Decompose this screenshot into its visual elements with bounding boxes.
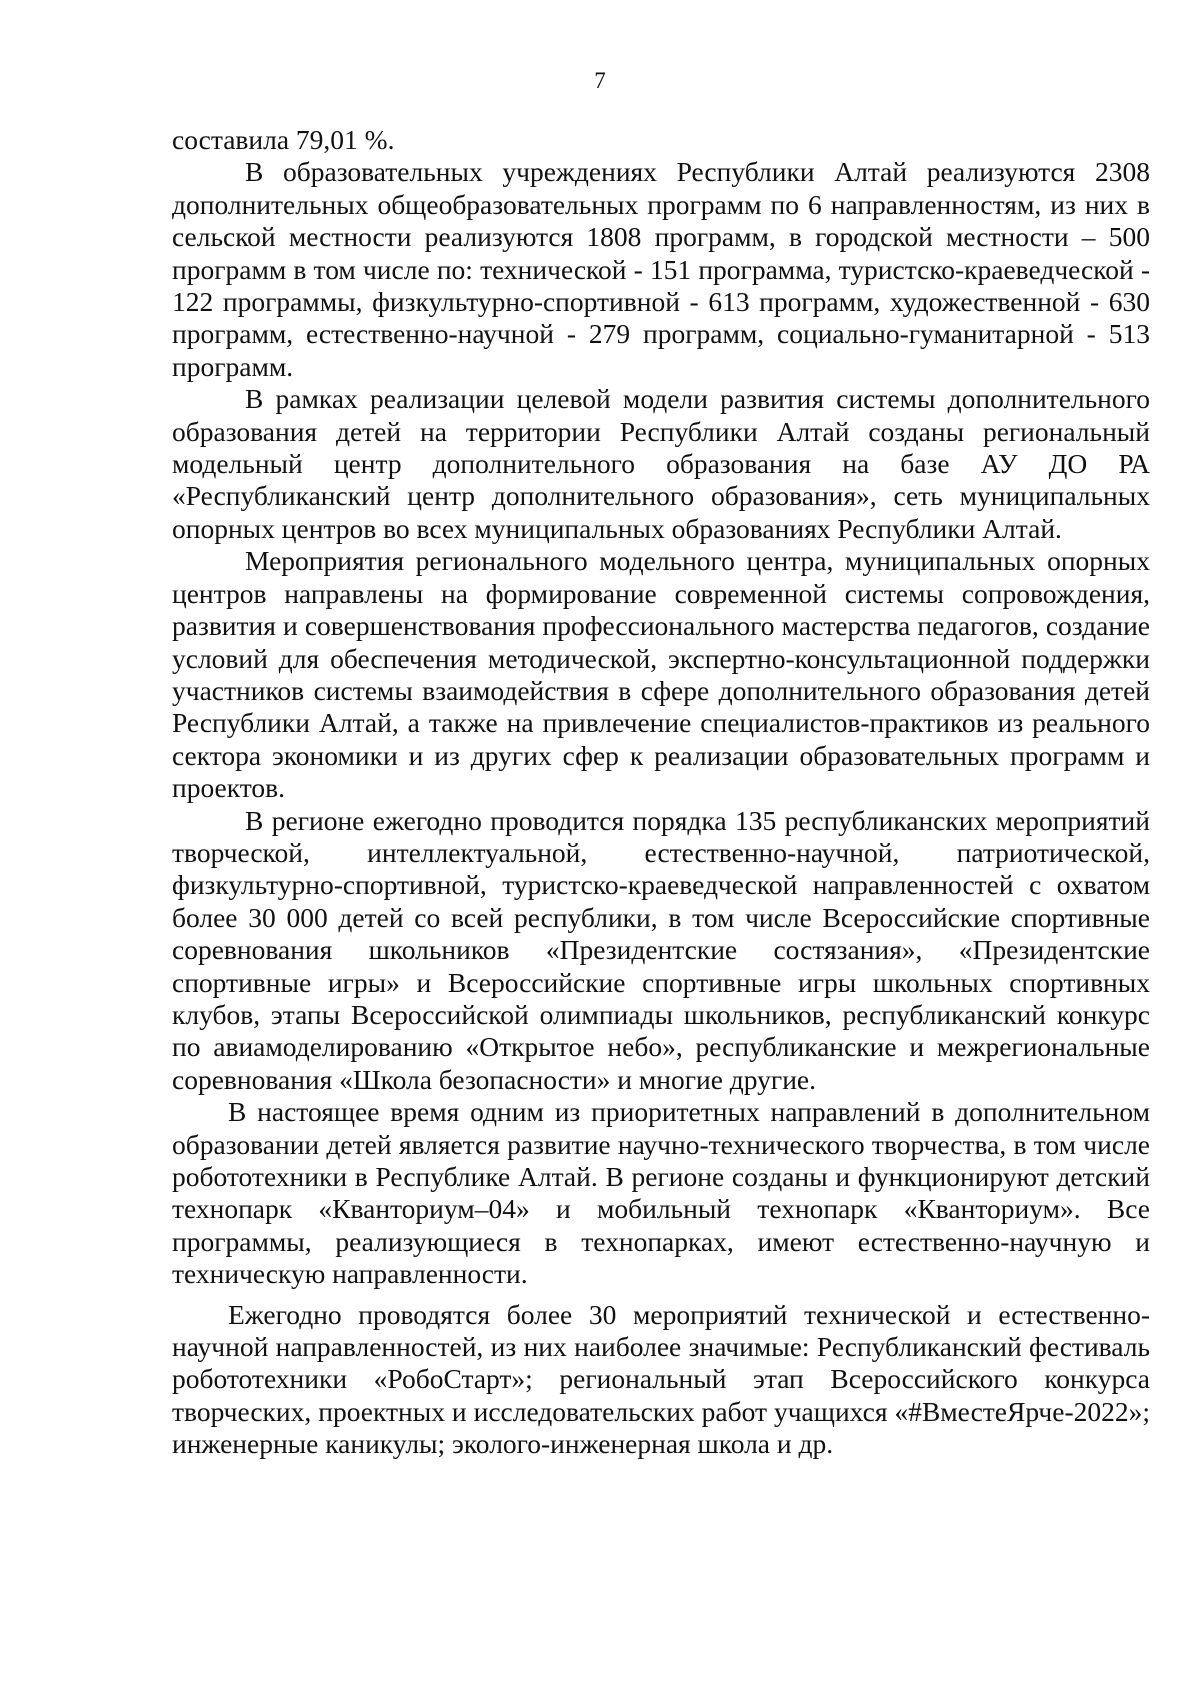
document-body (172, 124, 1150, 1461)
paragraph: Мероприятия регионального модельного центра, муниципальных опорных центров направлены на формирование современной системы сопровождения, развития и совершенствования профессионального мастерства педагогов, создание условий для обеспечения методической, экспертно-консультационной поддержки участников системы взаимодействия в сфере дополнительного образования детей Республики Алтай, а также на привлечение специалистов-практиков из реального сектора экономики и из других сфер к реализации образовательных программ и проектов. (172, 545, 1150, 804)
page-number: 7 (594, 68, 606, 93)
paragraph: составила 79,01 %. (172, 124, 395, 155)
paragraph: В настоящее время одним из приоритетных направлений в дополнительном образовании детей является развитие научно-технического творчества, в том числе робототехники в Республике Алтай. В регионе созданы и функционируют детский технопарк «Кванториум–04» и мобильный технопарк «Кванториум». Все программы, реализующиеся в технопарках, имеют естественно-научную и техническую направленности. (172, 1096, 1150, 1290)
paragraph: В рамках реализации целевой модели развития системы дополнительного образования детей на территории Республики Алтай созданы региональный модельный центр дополнительного образования на базе АУ ДО РА «Республиканский центр дополнительного образования», сеть муниципальных опорных центров во всех муниципальных образованиях Республики Алтай. (172, 383, 1150, 544)
paragraph: В регионе ежегодно проводится порядка 135 республиканских мероприятий творческой, интеллектуальной, естественно-научной, патриотической, физкультурно-спортивной, туристско-краеведческой направленностей с охватом более 30 000 детей со всей республики, в том числе Всероссийские спортивные соревнования школьников «Президентские состязания», «Президентские спортивные игры» и Всероссийские спортивные игры школьных спортивных клубов, этапы Всероссийской олимпиады школьников, республиканский конкурс по авиамоделированию «Открытое небо», республиканские и межрегиональные соревнования «Школа безопасности» и многие другие. (172, 804, 1150, 1095)
paragraph: В образовательных учреждениях Республики Алтай реализуются 2308 дополнительных общеобразовательных программ по 6 направленностям, из них в сельской местности реализуются 1808 программ, в городской местности – 500 программ в том числе по: технической - 151 программа, туристско-краеведческой - 122 программы, физкультурно-спортивной - 613 программ, художественной - 630 программ, естественно-научной - 279 программ, социально-гуманитарной - 513 программ. (172, 156, 1150, 382)
paragraph: Ежегодно проводятся более 30 мероприятий технической и естественно-научной направленностей, из них наиболее значимые: Республиканский фестиваль робототехники «РобоСтарт»; региональный этап Всероссийского конкурса творческих, проектных и исследовательских работ учащихся «#ВместеЯрче-2022»; инженерные каникулы; эколого-инженерная школа и др. (172, 1298, 1150, 1460)
